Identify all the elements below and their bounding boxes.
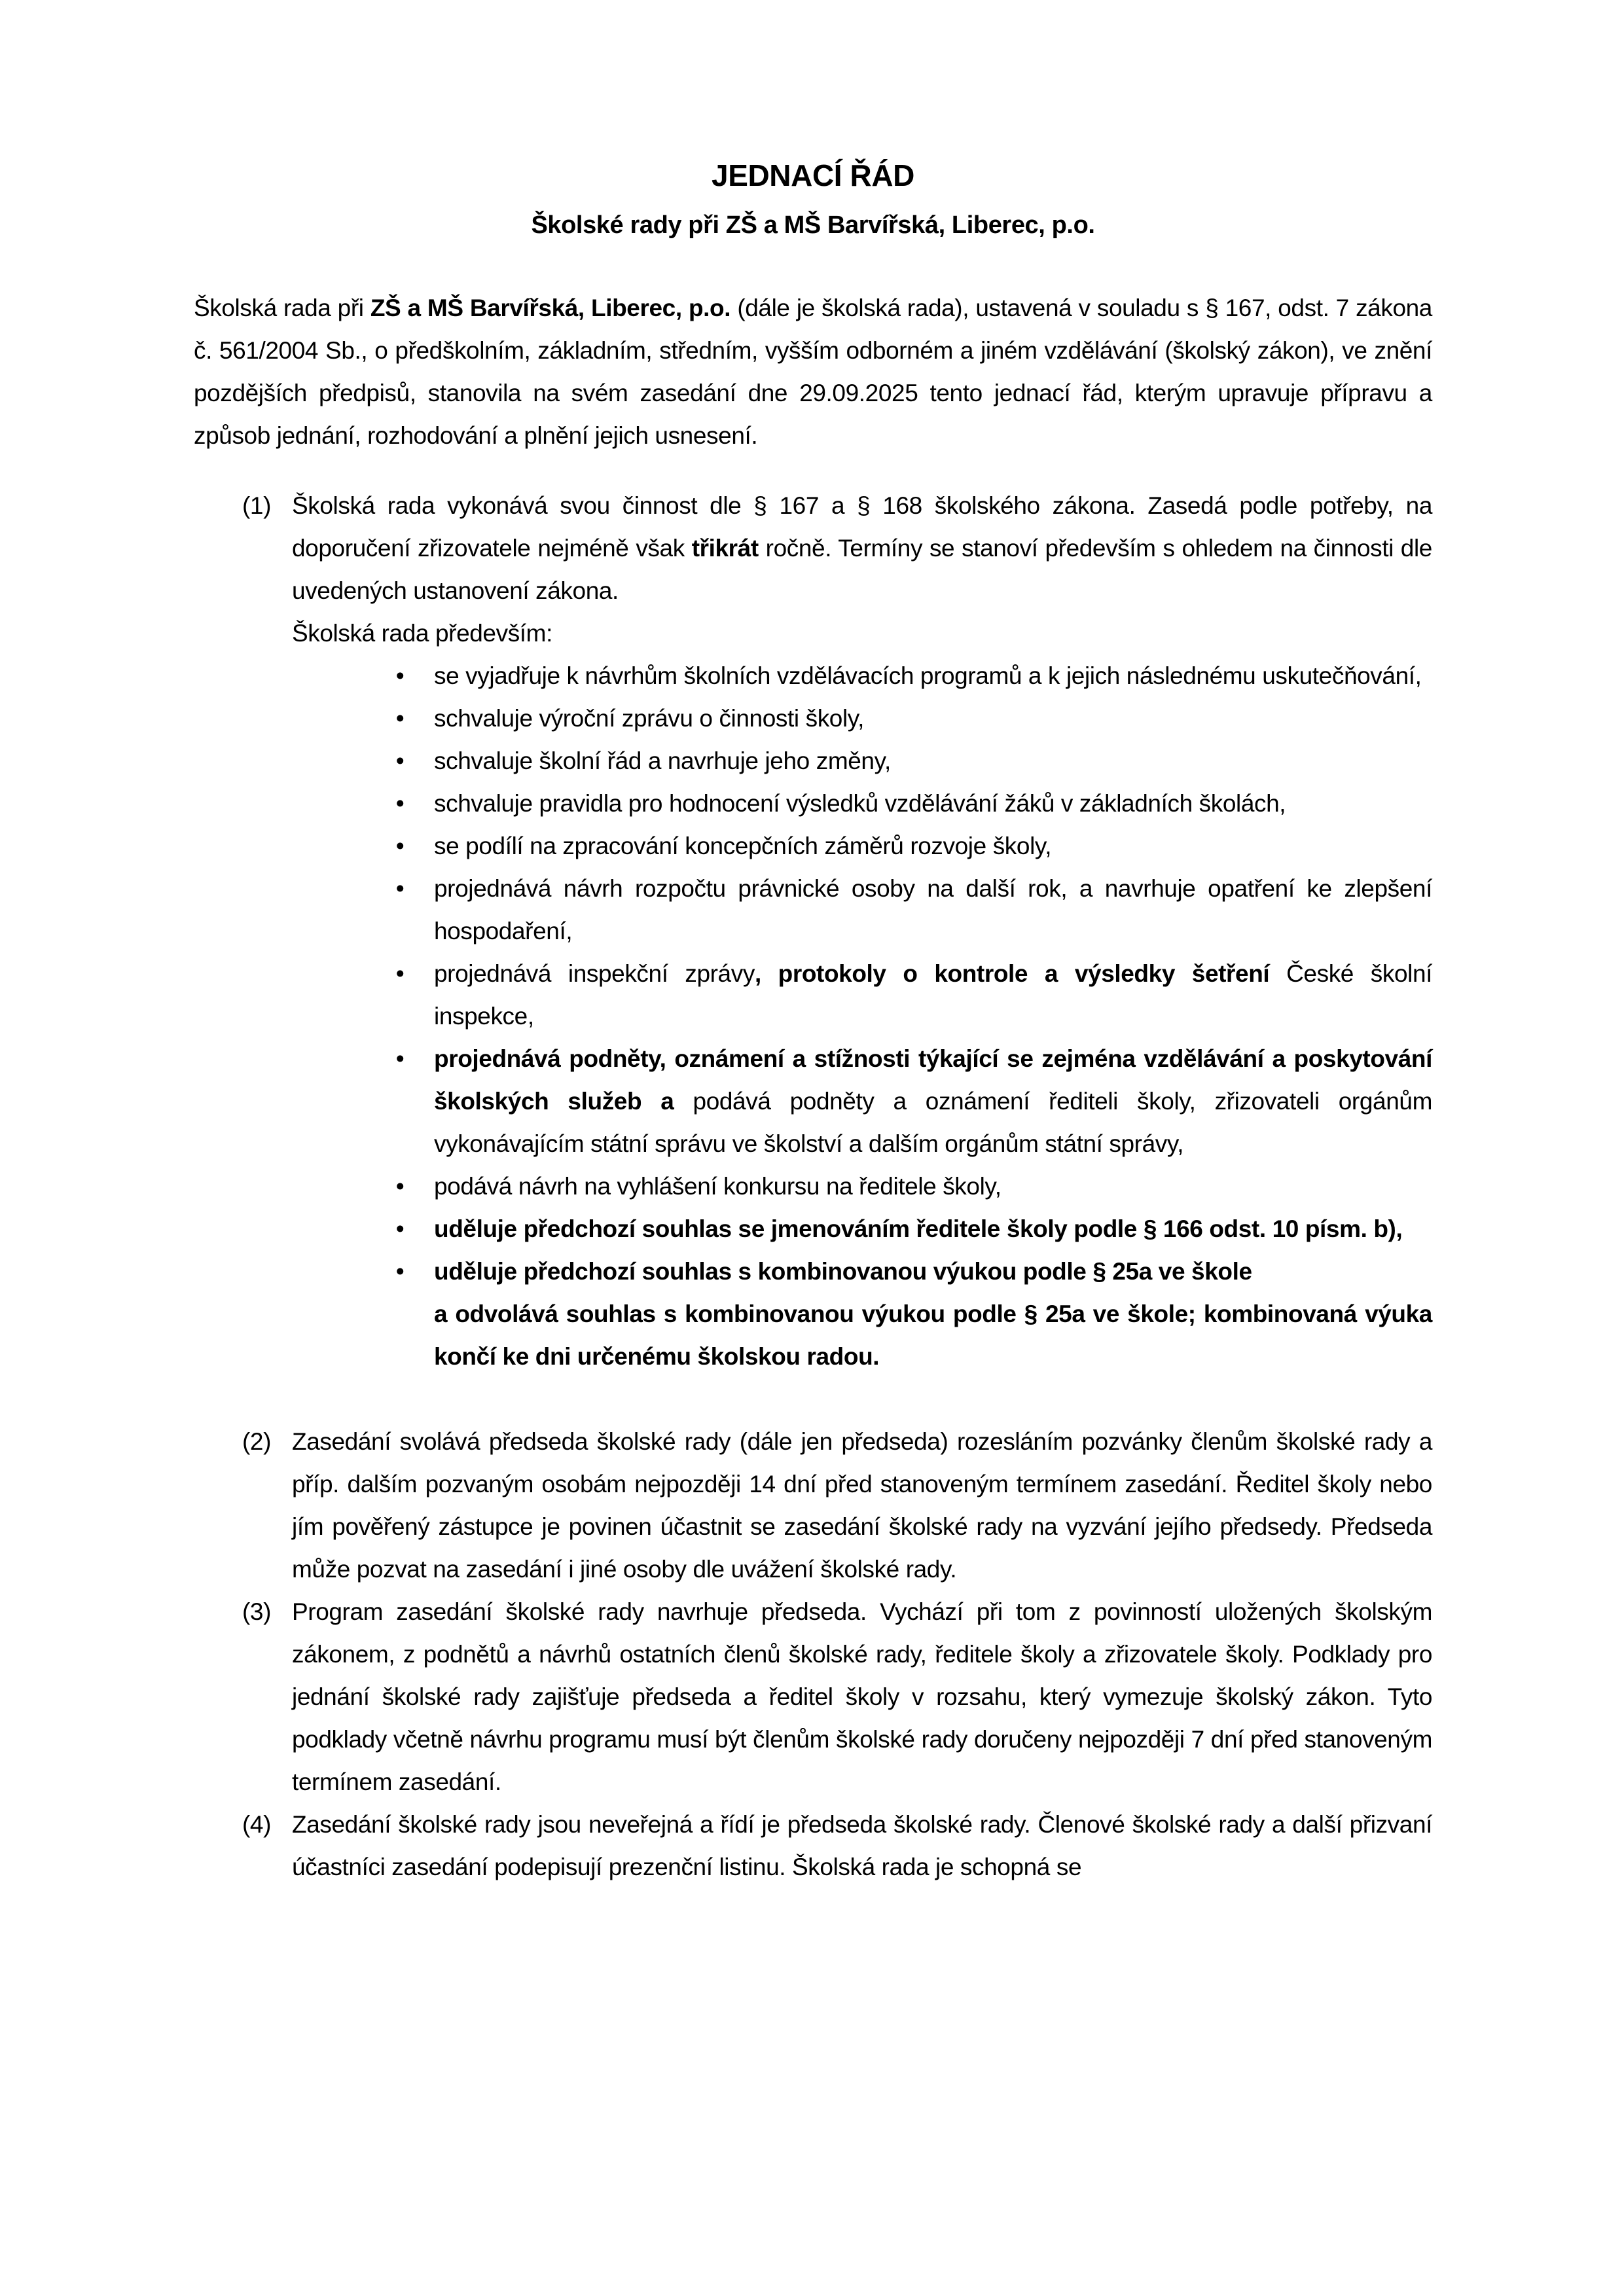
- list-item-bold-text: projednává podněty, oznámení a stížnosti týkající se zejména vzdělávání a poskytování školských služeb a: [434, 1045, 1432, 1115]
- section-number: (2): [242, 1428, 272, 1455]
- intro-paragraph: [194, 287, 1432, 457]
- section-number: (4): [242, 1811, 272, 1838]
- list-item-text: podává podněty a oznámení řediteli školy, zřizovateli orgánům vykonávajícím státní správu ve školství a dalším orgánům státní správy,: [434, 1088, 1432, 1157]
- section-3: [194, 1590, 1432, 1803]
- document-subtitle: Školské rady při ZŠ a MŠ Barvířská, Liberec, p.o.: [531, 211, 1095, 239]
- section-1: [194, 484, 1432, 1378]
- section-text: Program zasedání školské rady navrhuje předseda. Vychází při tom z povinností uložených školským zákonem, z podnětů a návrhů ostatních členů školské rady, ředitele školy a zřizovatele školy. Podklady pro jednání školské rady zajišťuje předseda a ředitel školy v rozsahu, který vymezuje školský zákon. Tyto podklady včetně návrhu programu musí být členům školské rady doručeny nejpozději 7 dní před stanoveným termínem zasedání.: [292, 1598, 1432, 1795]
- sections-list: [194, 484, 1432, 1888]
- bullet-icon: •: [395, 1215, 405, 1242]
- section-text: Zasedání svolává předseda školské rady (dále jen předseda) rozesláním pozvánky členům školské rady a příp. dalším pozvaným osobám nejpozději 14 dní před stanoveným termínem zasedání. Ředitel školy nebo jím pověřený zástupce je povinen účastnit se zasedání školské rady na vyzvání jejího předsedy. Předseda může pozvat na zasedání i jiné osoby dle uvážení školské rady.: [292, 1428, 1432, 1583]
- document-page: [194, 157, 1432, 1888]
- list-item-bold-text: a odvolává souhlas s kombinovanou výukou podle § 25a ve škole; kombinovaná výuka končí ke dni určenému školskou radou.: [434, 1300, 1432, 1370]
- list-item: [292, 825, 1432, 867]
- section-text: [292, 484, 1432, 612]
- list-item-bold-text: , protokoly o kontrole a výsledky šetření: [754, 960, 1270, 987]
- intro-text-2: (dále je školská rada), ustavená v souladu s § 167, odst. 7 zákona č. 561/2004 Sb., o předškolním, základním, středním, vyšším odborném a jiném vzdělávání (školský zákon), ve znění pozdějších předpisů, stanovila na svém zasedání dne 29.09.2025 tento jednací řád, kterým upravuje přípravu a způsob jednání, rozhodování a plnění jejich usnesení.: [194, 295, 1432, 449]
- list-item-text: podává návrh na vyhlášení konkursu na ředitele školy,: [434, 1173, 1001, 1200]
- bullet-icon: •: [395, 833, 405, 859]
- list-item-text: projednává návrh rozpočtu právnické osoby na další rok, a navrhuje opatření ke zlepšení hospodaření,: [434, 875, 1432, 944]
- duties-list: [292, 655, 1432, 1378]
- list-item: [292, 867, 1432, 952]
- list-item-bold-text: uděluje předchozí souhlas s kombinovanou výukou podle § 25a ve škole: [434, 1258, 1252, 1285]
- bullet-icon: •: [395, 1173, 405, 1200]
- section-text-part: Školská rada vykonává svou činnost dle § 167 a § 168 školského zákona. Zasedá podle potřeby, na doporučení zřizovatele nejméně však: [292, 492, 1432, 562]
- list-item: [292, 1250, 1432, 1378]
- list-item-text: schvaluje školní řád a navrhuje jeho změny,: [434, 747, 891, 774]
- section-text: Zasedání školské rady jsou neveřejná a řídí je předseda školské rady. Členové školské rady a další přizvaní účastníci zasedání podepisují prezenční listinu. Školská rada je schopná se: [292, 1811, 1432, 1880]
- list-item: [292, 1208, 1432, 1250]
- list-item-text: projednává inspekční zprávy: [434, 960, 755, 987]
- section-4: [194, 1803, 1432, 1888]
- section-text-part: ročně. Termíny se stanoví především s ohledem na činnosti dle uvedených ustanovení zákona.: [292, 535, 1432, 604]
- bullet-icon: •: [395, 1258, 405, 1285]
- bullet-icon: •: [395, 875, 405, 902]
- list-item-text: schvaluje výroční zprávu o činnosti školy,: [434, 705, 865, 732]
- list-item: [292, 1165, 1432, 1208]
- bullet-icon: •: [395, 747, 405, 774]
- list-item-text: se vyjadřuje k návrhům školních vzdělávacích programů a k jejich následnému uskutečňování,: [434, 662, 1422, 689]
- list-item-text: České školní inspekce,: [434, 960, 1433, 1030]
- list-item-bold-text: uděluje předchozí souhlas se jmenováním ředitele školy podle § 166 odst. 10 písm. b),: [434, 1215, 1403, 1242]
- list-item-text: schvaluje pravidla pro hodnocení výsledků vzdělávání žáků v základních školách,: [434, 790, 1286, 817]
- intro-text-1: Školská rada při: [194, 295, 370, 321]
- list-item: [292, 655, 1432, 697]
- section-2: [194, 1420, 1432, 1590]
- bullet-icon: •: [395, 960, 405, 987]
- intro-school-name: ZŠ a MŠ Barvířská, Liberec, p.o.: [370, 295, 731, 321]
- list-intro: Školská rada především:: [292, 620, 552, 647]
- bullet-icon: •: [395, 662, 405, 689]
- bullet-icon: •: [395, 1045, 405, 1072]
- section-number: (3): [242, 1598, 272, 1625]
- list-item: [292, 782, 1432, 825]
- bullet-icon: •: [395, 705, 405, 732]
- bullet-icon: •: [395, 790, 405, 817]
- list-item: [292, 740, 1432, 782]
- list-item-text: se podílí na zpracování koncepčních záměrů rozvoje školy,: [434, 833, 1052, 859]
- list-item: [292, 952, 1432, 1037]
- list-item: [292, 697, 1432, 740]
- document-title: JEDNACÍ ŘÁD: [712, 158, 914, 192]
- section-number: (1): [242, 492, 272, 519]
- list-item: [292, 1037, 1432, 1165]
- section-text-bold: třikrát: [691, 535, 759, 562]
